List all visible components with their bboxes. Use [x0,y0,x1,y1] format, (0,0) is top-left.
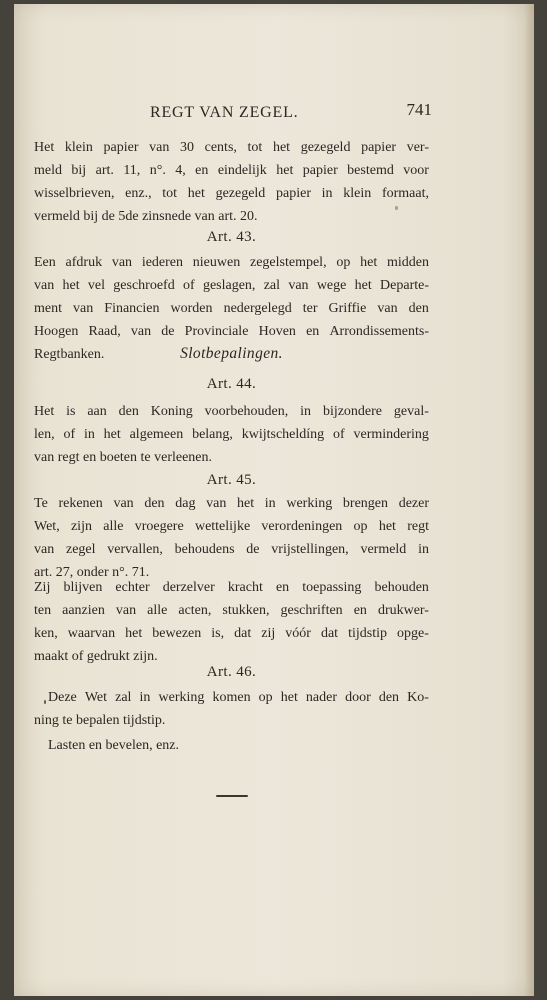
word: en [306,324,320,339]
word: vervallen, [107,542,163,557]
text-line [34,255,429,278]
word: geslagen, [202,278,256,293]
word: formaat, [381,186,429,201]
word: het [62,278,80,293]
word: aanzien [62,603,105,618]
word: het [354,278,372,293]
word: het [360,255,378,270]
word: bij [71,163,87,178]
word: van [149,140,170,155]
word: in [300,404,312,419]
text-line: Regtbanken. [34,347,105,362]
word: nedergelegd [223,301,292,316]
word: Ko- [407,690,429,705]
word: en [353,603,367,618]
article-heading: Art. 44. [206,376,257,392]
word: van [111,255,133,270]
word: den [408,301,429,316]
word: Financien [104,301,160,316]
word: door [345,690,371,705]
word: Een [34,255,56,270]
word: afdruk [65,255,103,270]
text-line [34,603,429,626]
word: zegelstempel, [250,255,327,270]
word: en [275,580,290,595]
word: het [280,690,298,705]
text-line: van regt en boeten te verleenen. [34,450,213,465]
word: brengen [342,496,389,511]
word: zijn [70,519,92,534]
word: klein [64,140,93,155]
article-heading: Art. 43. [206,229,257,245]
word: of [63,427,76,442]
word: bewezen [152,626,202,641]
word: Wet, [34,519,60,534]
text-line: ning te bepalen tijdstip. [34,713,166,728]
word: enz., [125,186,152,201]
word: op [336,255,351,270]
word: geval- [393,404,429,419]
text-line: art. 27, onder n°. 71. [34,565,150,580]
closing-formula [34,738,429,761]
word: art. [95,163,114,178]
article-45-paragraph-2 [34,580,429,672]
end-rule [216,795,248,797]
word: Provinciale [184,324,249,339]
word: voor [403,163,429,178]
word: tot [247,140,263,155]
word: worden [170,301,213,316]
word: vrijstellingen, [271,542,349,557]
word: zij [261,626,276,641]
word: zal [115,690,132,705]
word: 4, [175,163,186,178]
word: behouden [374,580,429,595]
word: gezegeld [215,186,266,201]
text-line: vermeld bij de 5de zinsnede van art. 20. [34,209,258,224]
word: midden [386,255,429,270]
word: van [73,301,94,316]
word: aan [87,404,107,419]
word: waarvan [67,626,116,641]
text-line [34,542,429,565]
word: Departe- [380,278,429,293]
word: ment [34,301,62,316]
word: meld [34,163,62,178]
word: vermindering [353,427,429,442]
word: verordeningen [261,519,343,534]
word: het [103,427,121,442]
word: op [258,690,273,705]
word: tot [162,186,178,201]
article-heading: Art. 46. [206,664,257,680]
word: regt [407,519,429,534]
article-44-text [34,404,429,473]
word: alle [147,603,168,618]
word: van [288,278,309,293]
word: vroegere [134,519,184,534]
word: van [377,301,398,316]
text-line [34,580,429,603]
word: van [130,324,152,339]
word: Hoven [258,324,296,339]
word: in [264,496,276,511]
word: of [332,427,345,442]
word: alle [103,519,124,534]
word: in [418,542,429,557]
word: behoudens [174,542,235,557]
word: papier [276,186,311,201]
word: Arrondissements- [329,324,429,339]
word: derzelver [162,580,215,595]
word: 30 [179,140,194,155]
word: blijven [63,580,103,595]
word: het [378,519,396,534]
word: zal [263,278,281,293]
word: op [353,519,368,534]
word: 11, [123,163,141,178]
word: het [276,163,294,178]
word: of [182,278,195,293]
word: ken, [34,626,58,641]
text-line [34,519,429,542]
word: dat [234,626,252,641]
article-heading: Art. 45. [206,472,257,488]
word: klein [343,186,372,201]
word: ter [302,301,318,316]
word: len, [34,427,55,442]
word: cents, [204,140,237,155]
word: algemeen [129,427,184,442]
word: in [83,427,95,442]
word: acten, [178,603,212,618]
word: Deze [48,690,77,705]
word: vermeld [360,542,407,557]
word: Griffie [328,301,367,316]
word: vóór [285,626,311,641]
word: n°. [149,163,166,178]
word: opge- [397,626,429,641]
text-line: Lasten en bevelen, enz. [48,738,179,753]
word: van [115,603,137,618]
article-45-paragraph-1 [34,496,429,588]
word: Wet [84,690,108,705]
word: kwijtscheldíng [241,427,325,442]
page-number: 741 [406,100,432,119]
word: papier [103,140,139,155]
word: dat [320,626,339,641]
text-line [34,404,429,427]
word: wege [316,278,347,293]
word: geschriften [280,603,343,618]
word: Zij [34,580,51,595]
word: het [237,496,255,511]
word: ten [34,603,52,618]
word: de [246,542,260,557]
word: Te [34,496,48,511]
word: Het [34,404,55,419]
word: het [272,140,291,155]
text-line [34,324,429,347]
word: toepassing [302,580,362,595]
word: nieuwen [192,255,241,270]
word: in [321,186,333,201]
word: kracht [227,580,263,595]
word: Hoogen [34,324,79,339]
text-line [34,690,429,713]
word: wisselbrieven, [34,186,115,201]
section-title: Slotbepalingen. [180,345,283,362]
word: wettelijke [194,519,251,534]
word: is [66,404,76,419]
running-title: REGT VAN ZEGEL. [150,104,299,121]
word: echter [115,580,150,595]
text-line [34,301,429,324]
word: werking [158,690,205,705]
word: van [206,496,227,511]
text-line [34,140,429,163]
word: den [144,496,165,511]
word: het [187,186,205,201]
word: werking [286,496,333,511]
word: dag [175,496,196,511]
word: Koning [150,404,193,419]
word: iederen [141,255,184,270]
word: belang, [192,427,233,442]
word: eindelijk [217,163,267,178]
word: van [34,542,55,557]
text-line [34,427,429,450]
word: van [113,496,134,511]
page-edge-shadow [524,4,534,996]
word: rekenen [58,496,103,511]
word: nader [305,690,338,705]
word: vel [87,278,105,293]
word: in [139,690,151,705]
running-header [150,100,432,122]
word: zegel [65,542,96,557]
word: Het [34,140,55,155]
word: dezer [398,496,429,511]
word: het [125,626,143,641]
word: komen [212,690,251,705]
word: papier [302,163,338,178]
word: den [378,690,400,705]
text-line [34,163,429,186]
word: gezegeld [300,140,351,155]
word: bijzondere [322,404,383,419]
word: ver- [406,140,429,155]
word: tijdstip [348,626,387,641]
text-line: maakt of gedrukt zijn. [34,649,158,664]
word: bestemd [347,163,394,178]
text-line [34,496,429,519]
word: de [161,324,175,339]
word: den [118,404,139,419]
word: stukken, [222,603,270,618]
word: voorbehouden, [204,404,289,419]
word: van [34,278,55,293]
word: Raad, [88,324,121,339]
word: geschroefd [113,278,175,293]
word: drukwer- [377,603,429,618]
text-line [34,278,429,301]
article-46-text [34,690,429,736]
paragraph-intro [34,140,429,232]
word: papier [361,140,397,155]
text-line [34,626,429,649]
word: en [195,163,209,178]
word: is, [211,626,225,641]
text-line [34,186,429,209]
